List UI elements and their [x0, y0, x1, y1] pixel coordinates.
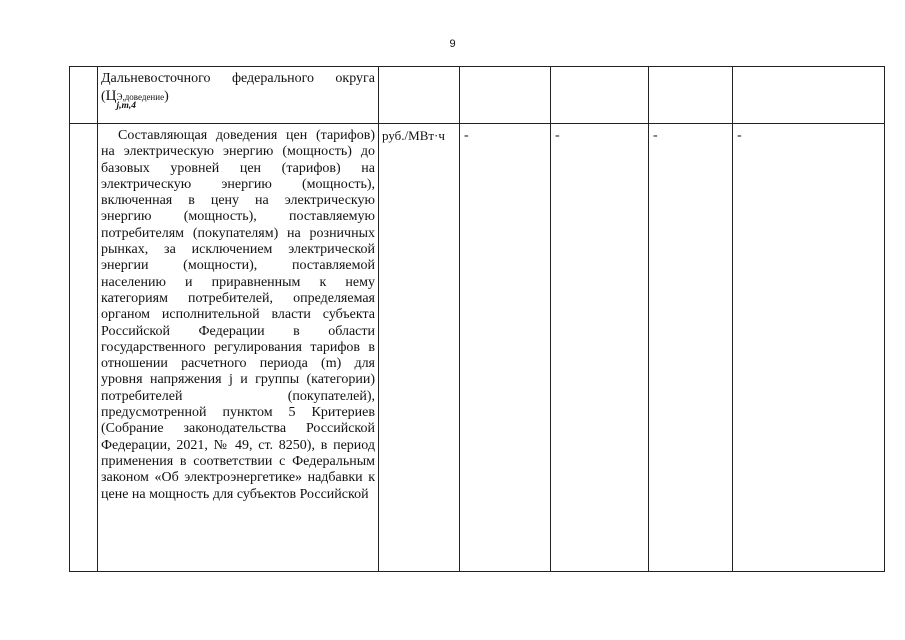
value-cell [733, 67, 885, 124]
value-cell [460, 67, 551, 124]
continuation-text: Дальневосточного федерального округа [101, 71, 375, 86]
number-cell [70, 124, 98, 572]
table-row-main [70, 124, 885, 572]
description-cell [98, 67, 379, 124]
value-cell [649, 67, 733, 124]
formula-close-paren: ) [164, 89, 169, 105]
formula-indices [117, 93, 165, 111]
formula-superscript: Э,доведение [116, 92, 165, 103]
description-cell [98, 124, 379, 572]
formula-letter: Ц [105, 88, 117, 105]
formula-subscript: j,m,4 [116, 101, 137, 112]
table-row-continuation [70, 67, 885, 124]
value-cell: - [733, 124, 885, 572]
value-cell: - [551, 124, 649, 572]
value-cell [551, 67, 649, 124]
page-number: 9 [449, 38, 456, 50]
unit-cell: руб./МВт·ч [379, 124, 460, 572]
value-cell: - [649, 124, 733, 572]
description-text: Составляющая доведения цен (тарифов) на электрическую энергию (мощность) до базовых уровней цен (тарифов) на электрическую энергию (мощность), включенная в цену на электрическую энергию (мощность), поставляемую потребителям (покупателям) на розничных рынках, за исключением электрической энергии (мощности), поставляемой населению и приравненным к нему категориям потребителей, определяемая органом исполнительной власти субъекта Российской Федерации в области государственного регулирования тарифов в отношении расчетного периода (m) для уровня напряжения j и группы (категории) потребителей (покупателей), предусмотренной пунктом 5 Критериев (Собрание законодательства Российской Федерации, 2021, № 49, ст. 8250), в период применения в соответствии с Федеральным законом «Об электроэнергетике» надбавки к цене на мощность для субъектов Российской [101, 128, 375, 502]
unit-cell [379, 67, 460, 124]
tariff-table [69, 66, 885, 572]
formula-symbol [101, 88, 169, 111]
formula-open-paren: ( [101, 89, 106, 105]
value-cell: - [460, 124, 551, 572]
number-cell [70, 67, 98, 124]
